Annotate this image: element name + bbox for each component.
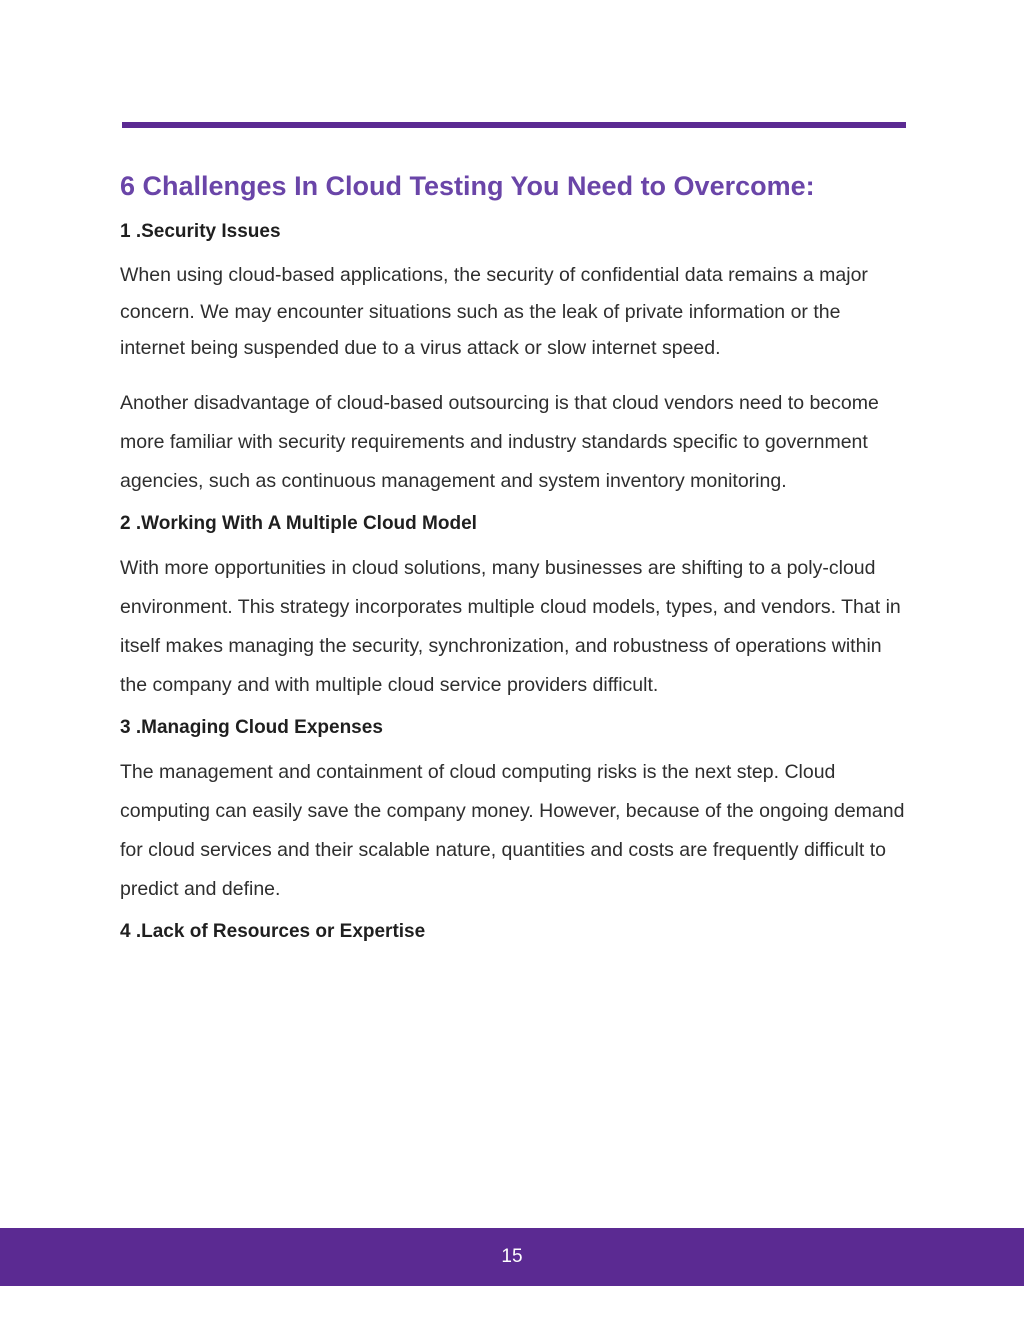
paragraph-expenses-1: The management and containment of cloud computing risks is the next step. Cloud computing can easily save the company money. However, because of the ongoing demand for cloud services and their scalable nature, quantities and costs are frequently difficult to predict and define. xyxy=(120,760,905,900)
section-heading-resources: 4 .Lack of Resources or Expertise xyxy=(120,920,426,942)
section-heading-security: 1 .Security Issues xyxy=(120,221,281,242)
section-heading-multi-cloud: 2 .Working With A Multiple Cloud Model xyxy=(120,512,477,534)
paragraph-multi-cloud-1: With more opportunities in cloud solutions, many businesses are shifting to a poly-cloud environment. This strategy incorporates multiple cloud models, types, and vendors. That in itself makes managing the security, synchronization, and robustness of operations within the company and with multiple cloud service providers difficult. xyxy=(120,556,901,696)
paragraph-security-1: When using cloud-based applications, the security of confidential data remains a major concern. We may encounter situations such as the leak of private information or the internet being suspended due to a virus attack or slow internet speed. xyxy=(120,264,868,359)
page-content xyxy=(120,166,910,957)
top-divider xyxy=(122,122,906,128)
paragraph-security-2: Another disadvantage of cloud-based outsourcing is that cloud vendors need to become more familiar with security requirements and industry standards specific to government agencies, such as continuous management and system inventory monitoring. xyxy=(120,391,879,492)
page-title: 6 Challenges In Cloud Testing You Need to Overcome: xyxy=(120,171,815,201)
page-number: 15 xyxy=(501,1246,523,1267)
section-heading-expenses: 3 .Managing Cloud Expenses xyxy=(120,716,383,738)
footer-bar xyxy=(0,1228,1024,1286)
